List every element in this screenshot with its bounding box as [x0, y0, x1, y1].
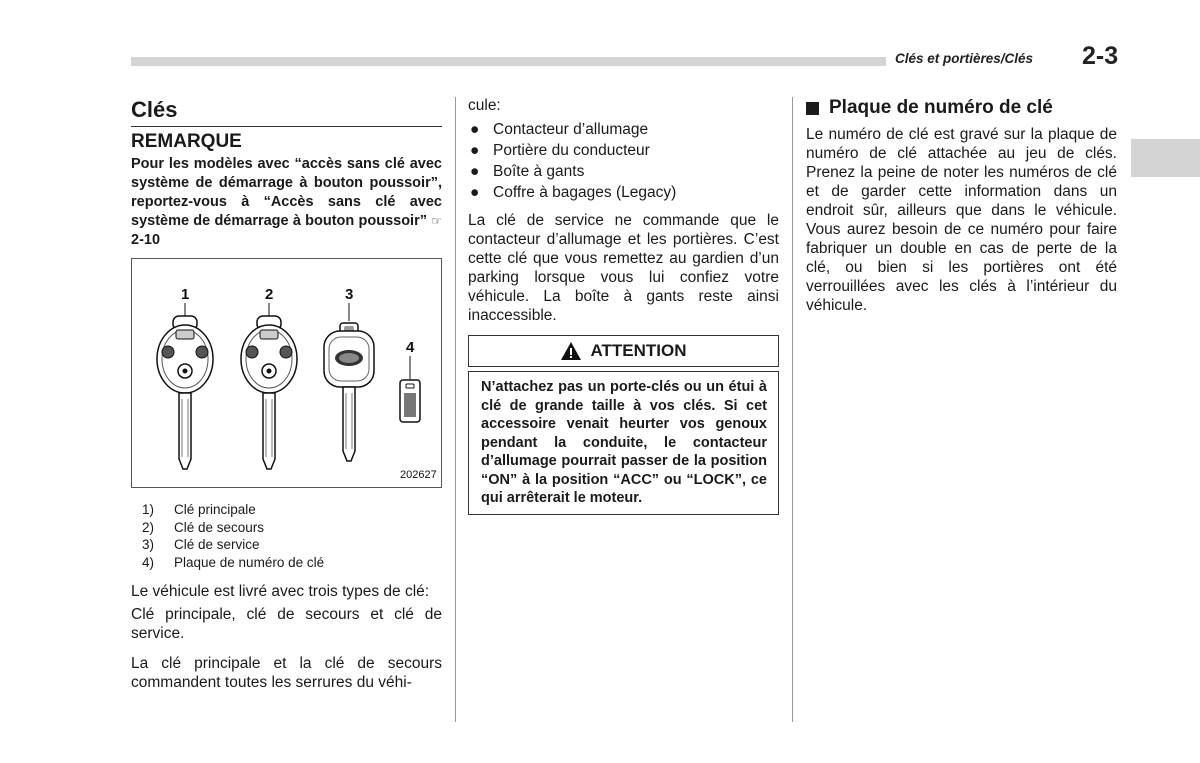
title-rule — [131, 126, 442, 127]
figure-code: 202627 — [400, 469, 437, 481]
list-item: ● Contacteur d’allumage — [470, 121, 649, 138]
section-heading-text: Plaque de numéro de clé — [829, 97, 1053, 118]
column-divider — [455, 97, 456, 722]
column-3 — [806, 96, 1117, 315]
paragraph: La clé principale et la clé de secours commandent toutes les serrures du véhi- — [131, 655, 442, 691]
paragraph: Le numéro de clé est gravé sur la plaque de numéro de clé attachée au jeu de clés. Prenez la peine de noter les numéros de clé et de garder cette information dans un endroit sûr, ailleurs que dans le véhicule. Vous aurez besoin de ce numéro pour faire fabriquer un double en cas de perte de la clé, ou bien si les portières ont été verrouillées avec les clés à l’intérieur du véhicule. — [806, 126, 1117, 314]
page-number: 2-3 — [1082, 42, 1119, 70]
bullet-icon: ● — [470, 163, 480, 180]
section-title: Clés — [131, 97, 178, 122]
remarque-body-text: Pour les modèles avec “accès sans clé avec système de démarrage à bouton poussoir”, reportez-vous à “Accès sans clé avec système de démarrage à bouton poussoir” — [131, 156, 442, 229]
warning-triangle-icon — [560, 341, 582, 361]
black-square-icon — [806, 102, 819, 115]
spare-key-icon — [241, 316, 297, 469]
header-bar — [131, 57, 886, 66]
remarque-ref: 2-10 — [131, 232, 161, 248]
bullet-icon: ● — [470, 184, 480, 201]
remarque-text — [131, 155, 442, 250]
column-1 — [131, 96, 442, 692]
main-key-icon — [157, 316, 213, 469]
figure-label-2: 2 — [265, 286, 274, 303]
figure-label-4: 4 — [406, 339, 415, 356]
list-item: 4) Plaque de numéro de clé — [142, 554, 325, 570]
remarque-title: REMARQUE — [131, 131, 242, 152]
figure-label-3: 3 — [345, 286, 354, 303]
column-divider — [792, 97, 793, 722]
key-number-plate-icon — [400, 380, 420, 422]
section-heading — [806, 96, 1117, 120]
attention-label: ATTENTION — [590, 341, 687, 360]
attention-header — [468, 335, 779, 367]
list-item: 3) Clé de service — [142, 537, 260, 552]
figure-label-1: 1 — [181, 286, 190, 303]
running-head: Clés et portières/Clés — [895, 51, 1034, 66]
list-item: ● Coffre à bagages (Legacy) — [470, 184, 677, 201]
bullet-list — [468, 119, 779, 203]
column-2 — [468, 96, 779, 515]
bullet-icon: ● — [470, 142, 480, 159]
thumb-tab — [1131, 139, 1200, 177]
list-item: 2) Clé de secours — [142, 519, 265, 535]
bullet-icon: ● — [470, 121, 480, 138]
list-item: ● Portière du conducteur — [470, 142, 650, 159]
pointing-hand-icon: ☞ — [431, 214, 442, 228]
keys-figure — [131, 258, 442, 488]
list-item: ● Boîte à gants — [470, 163, 585, 180]
attention-text: N’attachez pas un porte-clés ou un étui à clé de grande taille à vos clés. Si cet accessoire venait heurter vos genoux pendant la conduite, le contacteur d’allumage pourrait passer de la position “ON” à la position “ACC” ou “LOCK”, ce qui arrêterait le moteur. — [468, 371, 779, 515]
paragraph: Clé principale, clé de secours et clé de service. — [131, 606, 442, 642]
paragraph-continuation: cule: — [468, 97, 501, 114]
keys-illustration — [132, 259, 441, 487]
figure-legend — [142, 501, 442, 571]
list-item: 1) Clé principale — [142, 502, 256, 517]
service-key-icon — [324, 323, 374, 461]
paragraph: Le véhicule est livré avec trois types de clé: — [131, 583, 430, 600]
paragraph: La clé de service ne commande que le contacteur d’allumage et les portières. C’est cette clé que vous remettez au gardien d’un parking lorsque vous lui confiez votre véhicule. La boîte à gants reste ainsi inaccessible. — [468, 212, 779, 324]
